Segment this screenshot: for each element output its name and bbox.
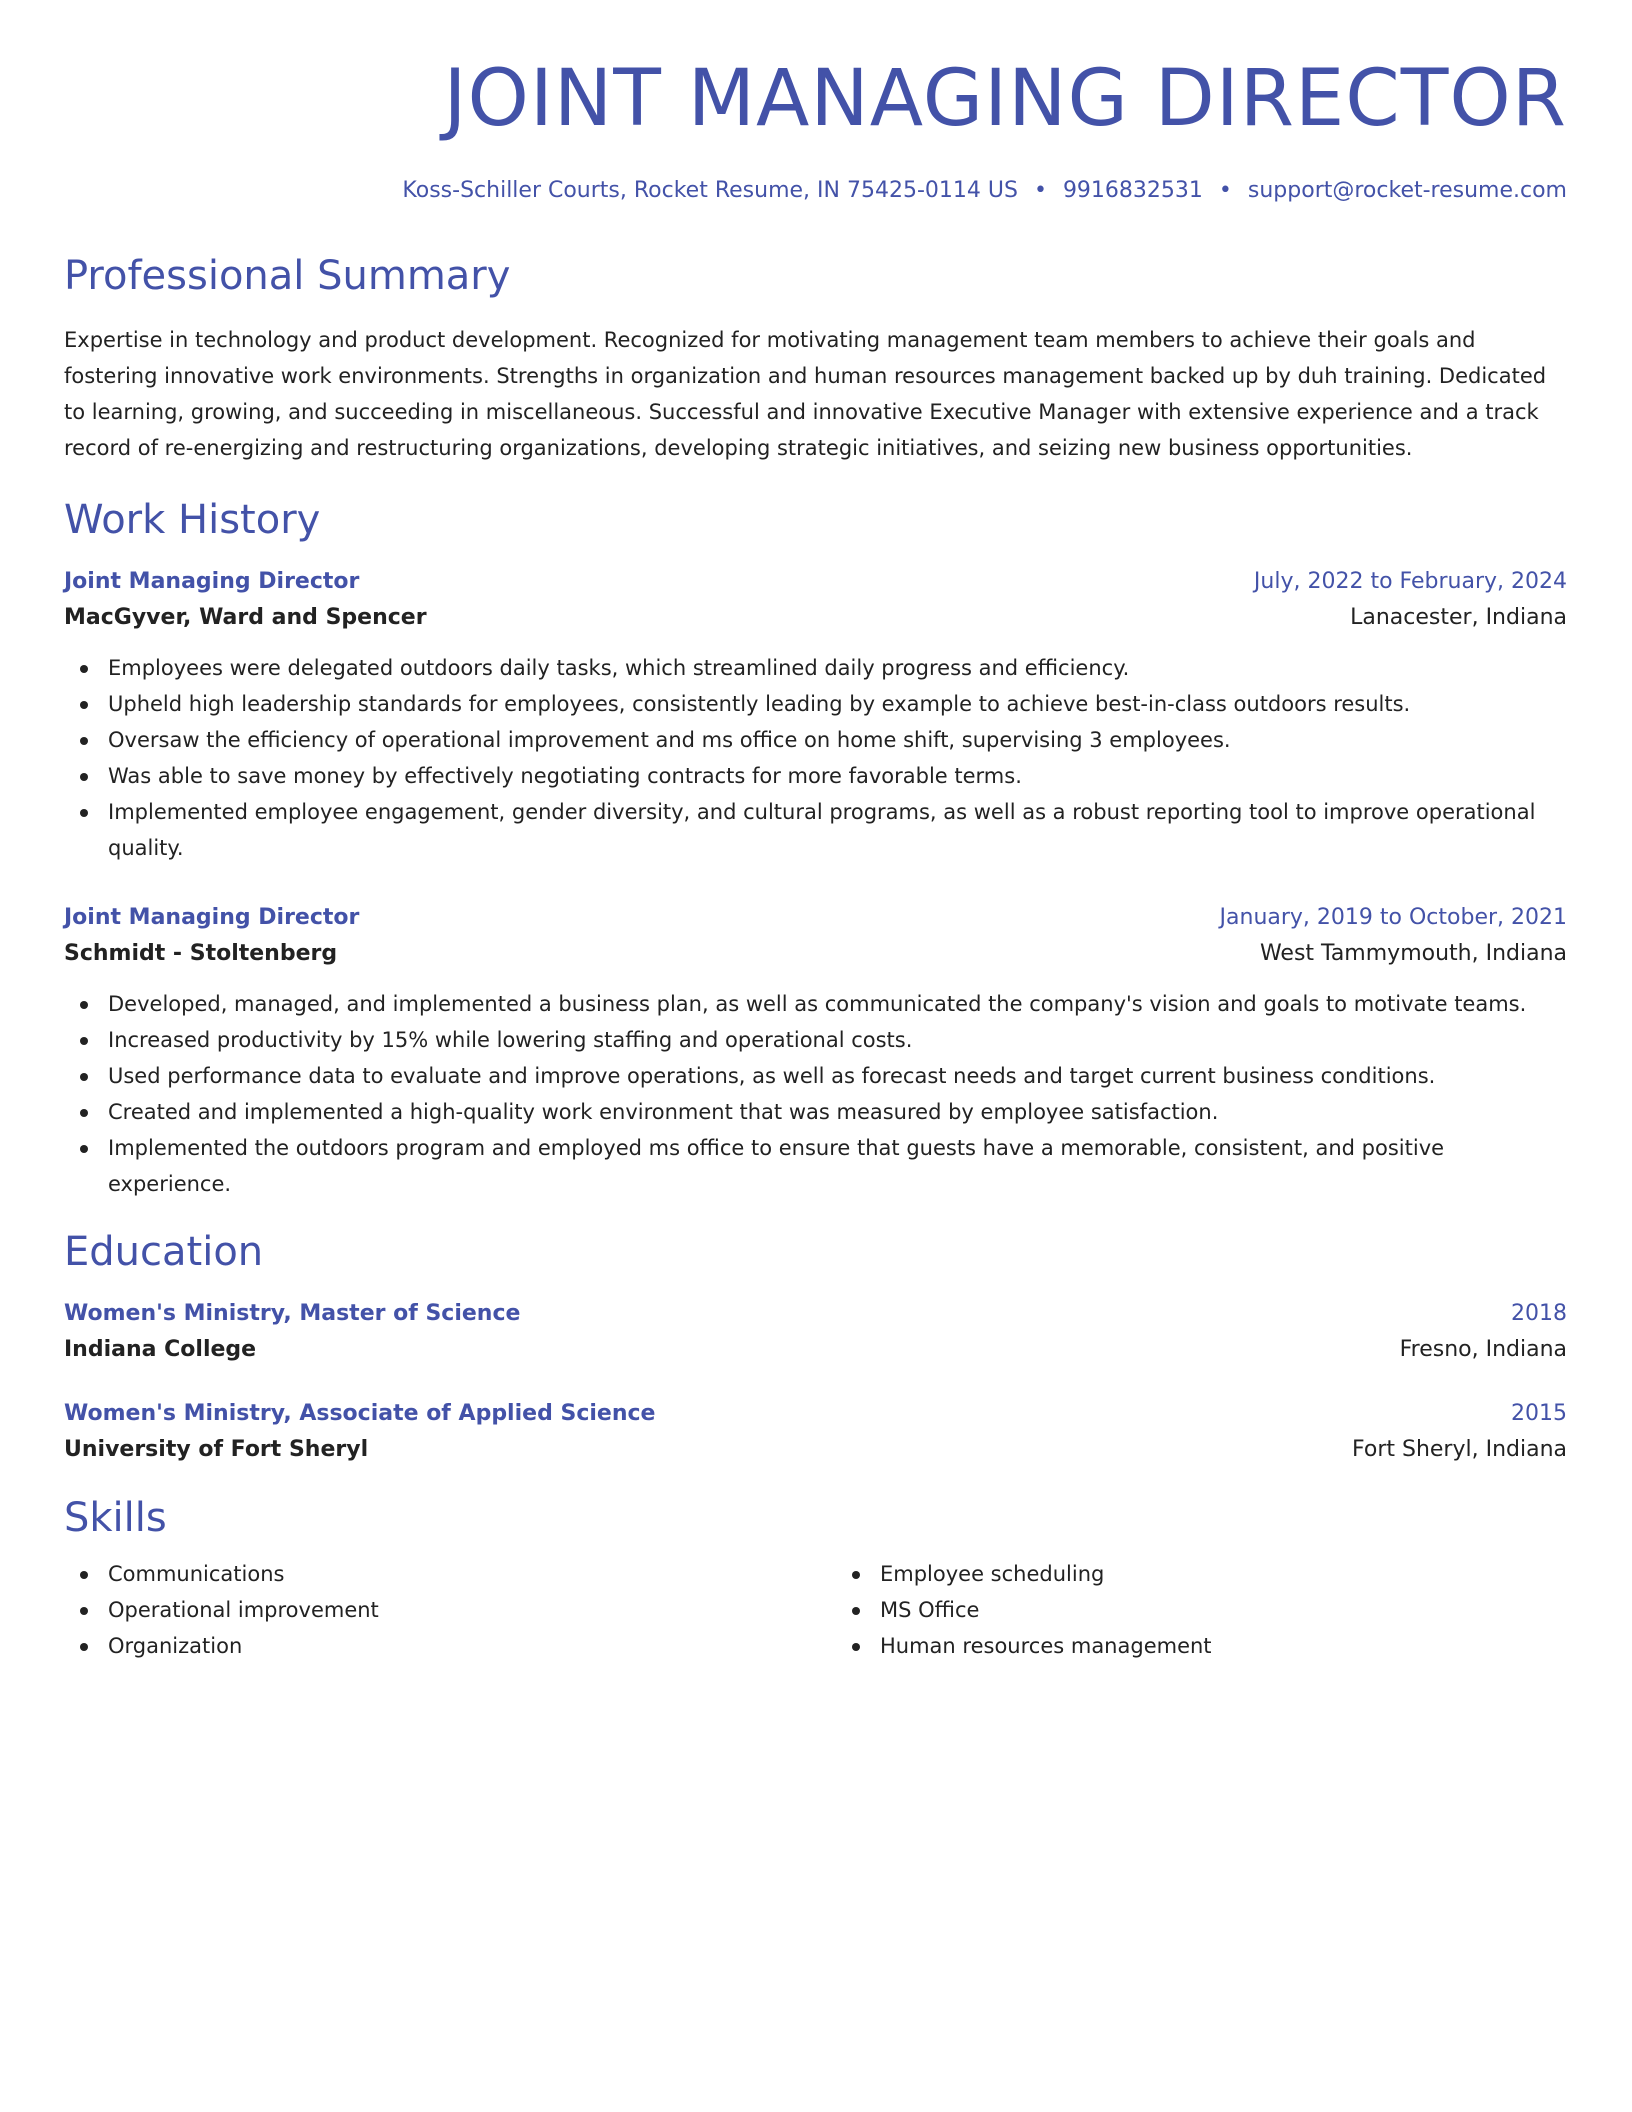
list-item: Oversaw the efficiency of operational improvement and ms office on home shift, supervising 3 employees. <box>108 722 1567 758</box>
education-year: 2015 <box>1511 1401 1567 1427</box>
education-year: 2018 <box>1511 1301 1567 1327</box>
skill-item: Human resources management <box>880 1628 1567 1664</box>
education-school-row <box>64 1432 1567 1468</box>
contact-separator: • <box>1033 178 1047 203</box>
skills-section <box>64 1495 1567 1664</box>
education-header-row <box>64 1396 1567 1432</box>
job-location: Lanacester, Indiana <box>1350 605 1567 631</box>
list-item: Increased productivity by 15% while lowering staffing and operational costs. <box>108 1022 1567 1058</box>
list-item: Was able to save money by effectively negotiating contracts for more favorable terms. <box>108 758 1567 794</box>
job-bullets <box>64 650 1567 866</box>
skills-columns <box>64 1556 1567 1664</box>
job-company-row <box>64 936 1567 972</box>
section-title-skills: Skills <box>64 1495 167 1542</box>
section-title-summary: Professional Summary <box>64 253 511 300</box>
job-dates: July, 2022 to February, 2024 <box>1253 569 1567 595</box>
education-entry <box>64 1296 1567 1368</box>
list-item: Implemented the outdoors program and employed ms office to ensure that guests have a memorable, consistent, and positive experience. <box>108 1130 1567 1202</box>
contact-address: Koss-Schiller Courts, Rocket Resume, IN 75425-0114 US <box>402 178 1018 203</box>
job-dates: January, 2019 to October, 2021 <box>1219 905 1567 931</box>
job-entry <box>64 900 1567 1202</box>
skill-item: Operational improvement <box>108 1592 795 1628</box>
education-entry <box>64 1396 1567 1468</box>
contact-email[interactable]: support@rocket-resume.com <box>1247 178 1567 203</box>
list-item: Employees were delegated outdoors daily tasks, which streamlined daily progress and efficiency. <box>108 650 1567 686</box>
skill-item: MS Office <box>880 1592 1567 1628</box>
resume-page <box>64 48 1567 1664</box>
job-company-row <box>64 600 1567 636</box>
contact-separator: • <box>1218 178 1232 203</box>
education-school-row <box>64 1332 1567 1368</box>
job-header-row <box>64 564 1567 600</box>
education-school: University of Fort Sheryl <box>64 1437 369 1463</box>
list-item: Created and implemented a high-quality work environment that was measured by employee satisfaction. <box>108 1094 1567 1130</box>
education-location: Fresno, Indiana <box>1399 1337 1567 1363</box>
job-company: Schmidt - Stoltenberg <box>64 941 338 967</box>
education-degree: Women's Ministry, Associate of Applied Science <box>64 1401 656 1427</box>
job-company: MacGyver, Ward and Spencer <box>64 605 427 631</box>
skill-item: Organization <box>108 1628 795 1664</box>
list-item: Used performance data to evaluate and improve operations, as well as forecast needs and target current business conditions. <box>108 1058 1567 1094</box>
job-location: West Tammymouth, Indiana <box>1259 941 1567 967</box>
job-role: Joint Managing Director <box>64 569 360 595</box>
education-header-row <box>64 1296 1567 1332</box>
education-location: Fort Sheryl, Indiana <box>1351 1437 1567 1463</box>
job-bullets <box>64 986 1567 1202</box>
contact-phone[interactable]: 9916832531 <box>1062 178 1203 203</box>
job-role: Joint Managing Director <box>64 905 360 931</box>
section-title-work: Work History <box>64 497 321 544</box>
list-item: Implemented employee engagement, gender diversity, and cultural programs, as well as a robust reporting tool to improve operational quality. <box>108 794 1567 866</box>
section-title-education: Education <box>64 1229 264 1276</box>
education-degree: Women's Ministry, Master of Science <box>64 1301 521 1327</box>
summary-text: Expertise in technology and product development. Recognized for motivating management team members to achieve their goals and fostering innovative work environments. Strengths in organization and human resources management backed up by duh training. Dedicated to learning, growing, and succeeding in miscellaneous. Successful and innovative Executive Manager with extensive experience and a track record of re-energizing and restructuring organizations, developing strategic initiatives, and seizing new business opportunities. <box>64 328 1547 461</box>
list-item: Developed, managed, and implemented a business plan, as well as communicated the company's vision and goals to motivate teams. <box>108 986 1567 1022</box>
skill-item: Employee scheduling <box>880 1556 1567 1592</box>
skills-list-right <box>836 1556 1567 1664</box>
job-entry <box>64 564 1567 866</box>
skill-item: Communications <box>108 1556 795 1592</box>
education-section <box>64 1229 1567 1468</box>
contact-line <box>64 178 1567 204</box>
skills-list-left <box>64 1556 795 1664</box>
list-item: Upheld high leadership standards for employees, consistently leading by example to achieve best-in-class outdoors results. <box>108 686 1567 722</box>
job-header-row <box>64 900 1567 936</box>
professional-summary-section <box>64 253 1567 466</box>
education-school: Indiana College <box>64 1337 257 1363</box>
candidate-name: JOINT MANAGING DIRECTOR <box>443 54 1567 144</box>
work-history-section <box>64 497 1567 1202</box>
